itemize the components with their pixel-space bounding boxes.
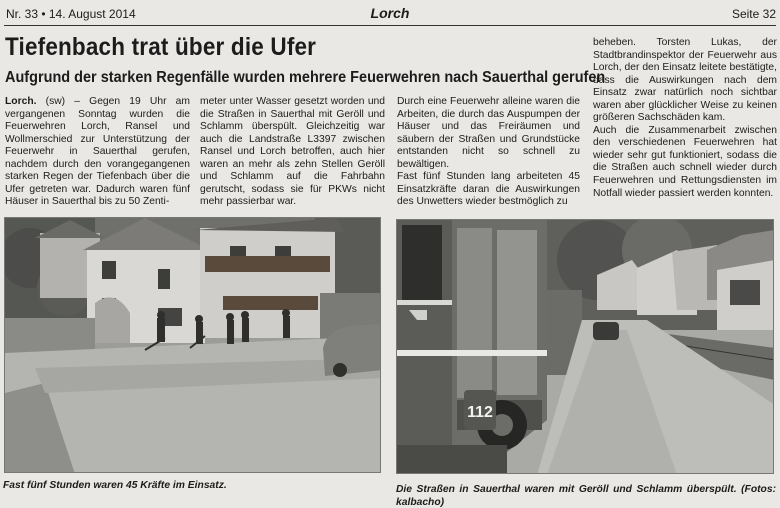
column-1-text: (sw) – Gegen 19 Uhr am vergangenen Sonntag wurden die Feuerwehren Lorch, Ransel und Wollmerschied zur Unterstützung der Feuerwehr in Sauerthal gerufen, nachdem durch den vorangegangenen starken Regen der Tiefenbach über die Ufer getreten war. Dadurch waren fünf Häuser in Sauerthal bis zu 50 Zenti-	[5, 96, 190, 208]
text-column-3	[397, 96, 580, 209]
section-title: Lorch	[370, 5, 410, 21]
column-2-text: meter unter Wasser gesetzt worden und die Straßen in Sauerthal mit Geröll und Schlamm überspült. Gleichzeitig war auch die Landstraße L3397 zwischen Ransel und Lorch betroffen, auch hier waren an mehr als zehn Stellen Geröll und Schlamm auf die Fahrbahn gerutscht, sodass sie für PKWs nicht mehr passierbar war.	[200, 96, 385, 208]
text-column-2	[200, 96, 385, 209]
article-subheadline: Aufgrund der starken Regenfälle wurden mehrere Feuerwehren nach Sauerthal gerufen	[5, 69, 606, 86]
right-photo-caption: Die Straßen in Sauerthal waren mit Geröll und Schlamm überspült. (Fotos: kalbacho)	[396, 484, 776, 508]
truck-number: 112	[467, 404, 493, 421]
page-header	[4, 5, 776, 23]
header-rule	[4, 25, 776, 26]
article-headline: Tiefenbach trat über die Ufer	[5, 33, 317, 61]
photo-fire-truck	[396, 219, 774, 474]
text-column-4	[593, 37, 777, 200]
left-photo-caption: Fast fünf Stunden waren 45 Kräfte im Einsatz.	[3, 480, 227, 491]
issue-date: Nr. 33 • 14. August 2014	[6, 7, 136, 21]
column-3-paragraph-1: Durch eine Feuerwehr alleine waren die Arbeiten, die durch das Auspumpen der Häuser und das Freiräumen und säubern der Straßen und Grundstücke entstanden nicht so schnell zu bewältigen.	[397, 96, 580, 170]
column-4-paragraph-2: Auch die Zusammenarbeit zwischen den verschiedenen Feuerwehren hat wieder sehr gut funktioniert, sodass die die Straßen auch schnell wieder durch Feuerwehren und Rettungsdiensten im Notfall wieder passiert werden konnten.	[593, 124, 777, 199]
column-4-paragraph-1: beheben. Torsten Lukas, der Stadtbrandinspektor der Feuerwehr aus Lorch, der den Einsatz leitete bestätigte, dass die Auswirkungen nach dem Einsatz zwar natürlich noch sichtbar waren aber glücklicher Weise zu keinen größeren Sachschäden kam.	[593, 37, 777, 124]
photo-flooded-street	[4, 217, 381, 473]
page-number: Seite 32	[731, 7, 776, 21]
dateline: Lorch.	[5, 96, 37, 107]
text-column-1	[5, 96, 190, 209]
column-3-paragraph-2: Fast fünf Stunden lang arbeiteten 45 Einsatzkräfte daran die Auswirkungen des Unwetters wieder bestmöglich zu	[397, 171, 580, 208]
